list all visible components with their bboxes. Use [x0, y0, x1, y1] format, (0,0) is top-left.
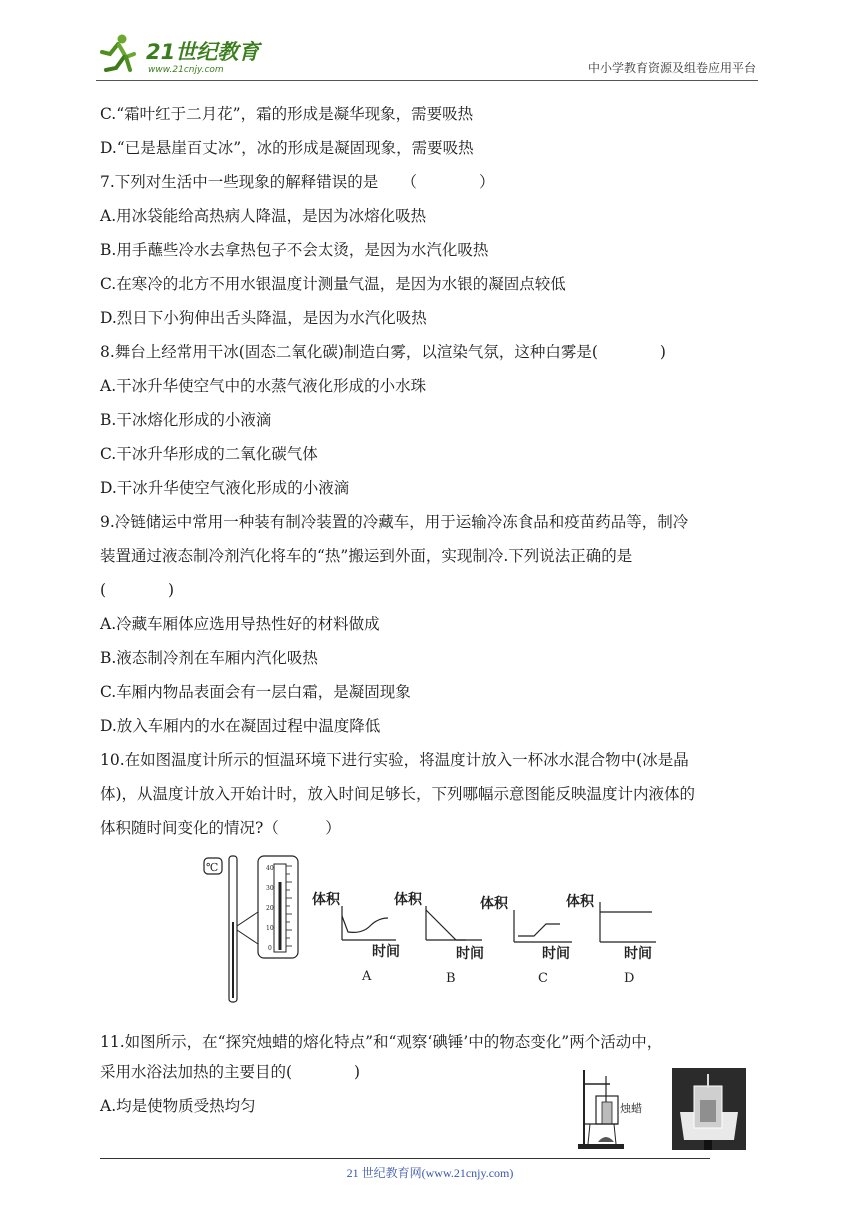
scale-label: 30	[266, 885, 274, 892]
q7-option-a: A.用冰袋能给高热病人降温，是因为冰熔化吸热	[100, 207, 427, 225]
water-bath-apparatus	[578, 1070, 642, 1149]
thermometer-scale	[258, 856, 298, 958]
header-divider	[96, 80, 758, 81]
logo-text: 21世纪教育	[146, 40, 260, 64]
q7-option-d: D.烈日下小狗伸出舌头降温，是因为水汽化吸热	[100, 309, 427, 327]
q8-option-c: C.干冰升华形成的二氧化碳气体	[100, 445, 318, 463]
graph-d-xlabel: 时间	[624, 946, 652, 962]
site-logo	[96, 30, 266, 78]
q11-option-a: A.均是使物质受热均匀	[100, 1097, 256, 1115]
q9-option-b: B.液态制冷剂在车厢内汽化吸热	[100, 649, 318, 667]
q11-stem-line2: 采用水浴法加热的主要目的( )	[100, 1063, 361, 1081]
q7-option-b: B.用手蘸些冷水去拿热包子不会太烫，是因为水汽化吸热	[100, 241, 489, 259]
q9-stem-line3: ( )	[100, 581, 175, 599]
q7-stem: 7.下列对生活中一些现象的解释错误的是 （ ）	[100, 173, 495, 191]
q7-option-c: C.在寒冷的北方不用水银温度计测量气温，是因为水银的凝固点较低	[100, 275, 566, 293]
graph-d	[566, 893, 656, 986]
graph-a-ylabel: 体积	[312, 892, 340, 908]
unit-label: ℃	[206, 861, 219, 874]
q9-stem-line2: 装置通过液态制冷剂汽化将车的“热”搬运到外面，实现制冷.下列说法正确的是	[100, 547, 633, 565]
q9-option-a: A.冷藏车厢体应选用导热性好的材料做成	[100, 615, 380, 633]
header-platform: 中小学教育资源及组卷应用平台	[587, 61, 756, 75]
q11-stem-line1: 11.如图所示，在“探究烛蜡的熔化特点”和“观察‘碘锤’中的物态变化”两个活动中，	[100, 1033, 663, 1051]
q11-figure	[576, 1066, 748, 1152]
graph-c	[480, 895, 572, 986]
q10-stem-line2: 体)，从温度计放入开始计时，放入时间足够长，下列哪幅示意图能反映温度计内液体的	[100, 785, 696, 803]
logo-url: www.21cnjy.com	[148, 65, 224, 75]
graph-c-ylabel: 体积	[480, 896, 508, 912]
graph-c-xlabel: 时间	[542, 946, 570, 962]
graph-a-xlabel: 时间	[372, 944, 400, 960]
page-header	[96, 30, 756, 82]
candle-wax-label: 烛蜡	[620, 1102, 642, 1115]
q8-option-b: B.干冰熔化形成的小液滴	[100, 411, 272, 429]
q8-stem: 8.舞台上经常用干冰(固态二氧化碳)制造白雾，以渲染气氛，这种白雾是( )	[100, 343, 666, 361]
q10-figure	[200, 852, 670, 1008]
scale-label: 20	[266, 905, 274, 912]
q8-option-a: A.干冰升华使空气中的水蒸气液化形成的小水珠	[100, 377, 427, 395]
graph-b-letter: B	[446, 971, 456, 986]
q6-option-c: C.“霜叶红于二月花”，霜的形成是凝华现象，需要吸热	[100, 105, 474, 123]
scale-label: 10	[266, 925, 274, 932]
graph-b-ylabel: 体积	[394, 892, 422, 908]
thermometer-icon	[204, 856, 258, 1002]
scale-label: 0	[268, 945, 272, 952]
graph-d-letter: D	[624, 971, 635, 986]
q9-option-c: C.车厢内物品表面会有一层白霜，是凝固现象	[100, 683, 411, 701]
graph-b-xlabel: 时间	[456, 946, 484, 962]
q9-option-d: D.放入车厢内的水在凝固过程中温度降低	[100, 717, 381, 735]
q9-stem-line1: 9.冷链储运中常用一种装有制冷装置的冷藏车，用于运输冷冻食品和疫苗药品等，制冷	[100, 513, 689, 531]
runner-icon	[102, 35, 134, 71]
graph-b	[394, 891, 484, 986]
q10-stem-line1: 10.在如图温度计所示的恒温环境下进行实验，将温度计放入一杯冰水混合物中(冰是晶	[100, 751, 689, 769]
q8-option-d: D.干冰升华使空气液化形成的小液滴	[100, 479, 350, 497]
iodine-hammer-photo	[672, 1068, 746, 1150]
q6-option-d: D.“已是悬崖百丈冰”，冰的形成是凝固现象，需要吸热	[100, 139, 474, 157]
graph-c-letter: C	[538, 971, 548, 986]
footer-divider	[100, 1158, 710, 1159]
q10-stem-line3: 体积随时间变化的情况?（ ）	[100, 819, 341, 837]
graph-a-letter: A	[362, 969, 372, 984]
graph-d-ylabel: 体积	[566, 894, 594, 910]
footer-text: 21 世纪教育网(www.21cnjy.com)	[346, 1166, 514, 1180]
scale-label: 40	[266, 865, 274, 872]
graph-a	[312, 891, 400, 984]
